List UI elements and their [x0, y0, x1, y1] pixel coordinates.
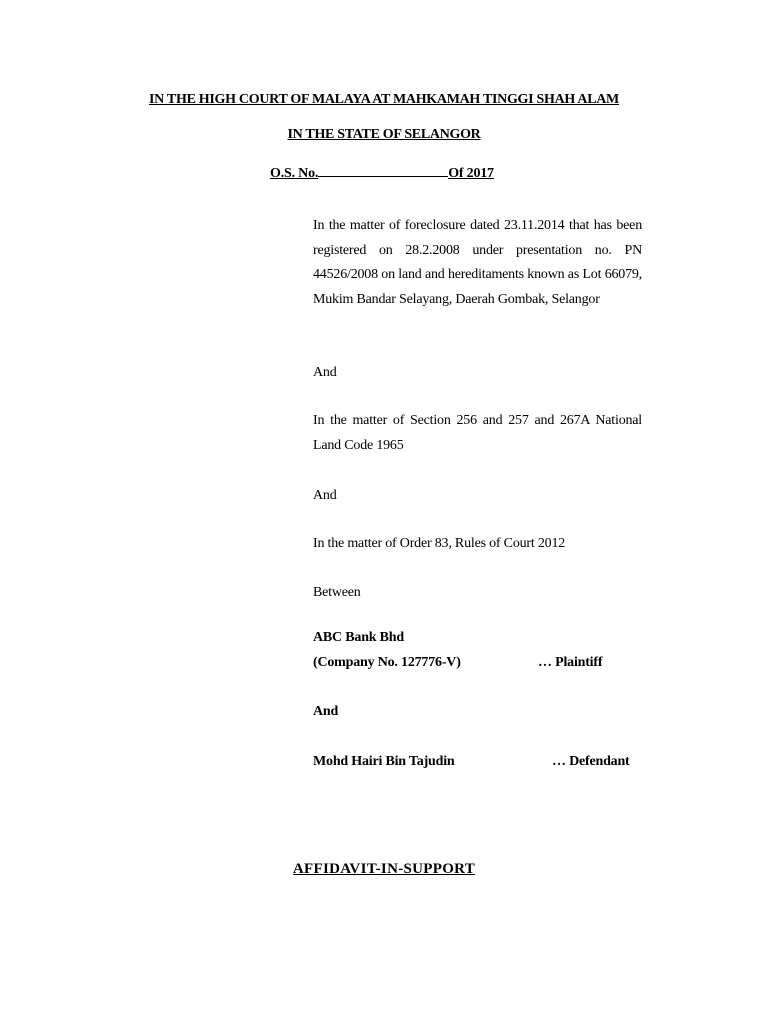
and-connector-1: And	[313, 365, 337, 380]
matter-land-code: In the matter of Section 256 and 257 and 267A National Land Code 1965	[313, 413, 642, 453]
os-year: Of 2017	[448, 166, 494, 181]
plaintiff-company-number: (Company No. 127776-V)	[313, 655, 461, 670]
originating-summons-number	[270, 163, 494, 182]
state-heading	[0, 127, 768, 143]
document-title	[0, 861, 768, 878]
court-heading	[0, 92, 768, 108]
defendant-name: Mohd Hairi Bin Tajudin	[313, 754, 455, 769]
state-heading-text: IN THE STATE OF SELANGOR	[287, 127, 481, 142]
defendant-role: … Defendant	[552, 754, 630, 769]
plaintiff-name: ABC Bank Bhd	[313, 630, 404, 645]
os-number-blank	[318, 163, 448, 177]
court-heading-text: IN THE HIGH COURT OF MALAYA AT MAHKAMAH TINGGI SHAH ALAM	[149, 92, 619, 107]
os-prefix: O.S. No.	[270, 166, 319, 181]
matter-foreclosure: In the matter of foreclosure dated 23.11.2014 that has been registered on 28.2.2008 under presentation no. PN 44526/2008 on land and hereditaments known as Lot 66079, Mukim Bandar Selayang, Daerah Gombak, Selangor	[313, 218, 642, 307]
document-title-text: AFFIDAVIT-IN-SUPPORT	[292, 861, 476, 877]
and-connector-parties: And	[313, 704, 339, 719]
plaintiff-role: … Plaintiff	[538, 655, 603, 670]
and-connector-2: And	[313, 488, 337, 503]
matter-rules-of-court: In the matter of Order 83, Rules of Court 2012	[313, 536, 566, 551]
between-label: Between	[313, 585, 361, 600]
